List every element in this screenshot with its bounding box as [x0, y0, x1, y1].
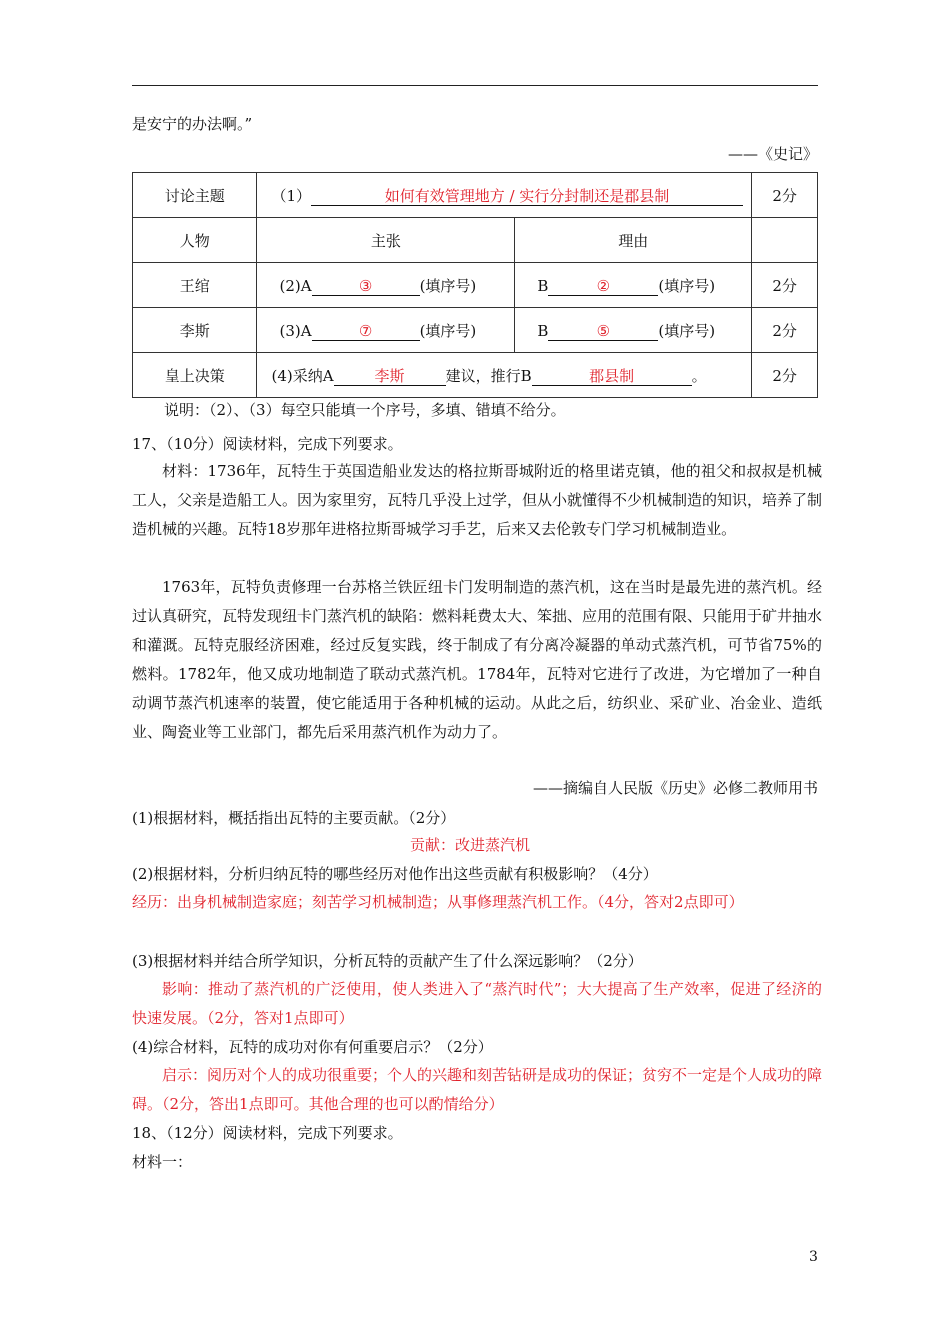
answer-blank: 李斯: [334, 368, 446, 386]
answer-17-4: 启示：阅历对个人的成功很重要；个人的兴趣和刻苦钻研是成功的保证；贫穷不一定是个人成功的障碍。（2分，答出1点即可。其他合理的也可以酌情给分）: [132, 1066, 823, 1113]
question-17-header: 17、（10分）阅读材料，完成下列要求。: [132, 435, 403, 453]
suffix: 。: [691, 366, 707, 385]
prefix: (4)采纳A: [271, 366, 334, 385]
question-17-4: (4)综合材料，瓦特的成功对你有何重要启示？（2分）: [132, 1038, 493, 1056]
topic-cell: [257, 173, 752, 218]
question-18-header: 18、（12分）阅读材料，完成下列要求。: [132, 1124, 403, 1142]
answer-blank: ⑦: [312, 323, 420, 341]
reason-cell: [515, 263, 752, 308]
answer-blank: ②: [548, 278, 658, 296]
prefix: (2)A: [279, 276, 312, 295]
answer-blank: ⑤: [548, 323, 658, 341]
discussion-table: [132, 172, 818, 398]
answer-17-3: 影响：推动了蒸汽机的广泛使用，使人类进入了“蒸汽时代”；大大提高了生产效率，促进了经济的快速发展。（2分，答对1点即可）: [132, 980, 822, 1027]
table-row: [133, 173, 818, 218]
page-number: 3: [809, 1249, 818, 1265]
score-cell: 2分: [752, 263, 818, 308]
material-paragraph-2: 1763年，瓦特负责修理一台苏格兰铁匠纽卡门发明制造的蒸汽机，这在当时是最先进的蒸汽机。经过认真研究，瓦特发现纽卡门蒸汽机的缺陷：燃料耗费太大、笨拙、应用的范围有限、只能用于矿井抽水和灌溉。瓦特克服经济困难，经过反复实践，终于制成了有分离冷凝器的单动式蒸汽机，可节省75%的燃料。1782年，他又成功地制造了联动式蒸汽机。1784年，瓦特对它进行了改进，为它增加了一种自动调节蒸汽机速率的装置，使它能适用于各种机械的运动。从此之后，纺织业、采矿业、冶金业、造纸业、陶瓷业等工业部门，都先后采用蒸汽机作为动力了。: [132, 578, 823, 741]
table-row: [133, 263, 818, 308]
prefix: B: [537, 276, 549, 295]
question-17-1: (1)根据材料，概括指出瓦特的主要贡献。（2分）: [132, 809, 456, 827]
prefix: （1）: [271, 186, 312, 205]
material-1-label: 材料一：: [132, 1153, 193, 1171]
answer-17-2: 经历：出身机械制造家庭；刻苦学习机械制造；从事修理蒸汽机工作。（4分，答对2点即可）: [132, 893, 744, 911]
header-reason: 理由: [515, 218, 752, 263]
answer-blank: ③: [312, 278, 420, 296]
score-cell: 2分: [752, 353, 818, 398]
top-text: 是安宁的办法啊。”: [132, 115, 253, 133]
header-rule: [132, 85, 818, 86]
suffix: (填序号): [419, 276, 477, 295]
header-claim: 主张: [257, 218, 515, 263]
table-row: [133, 308, 818, 353]
claim-cell: [257, 308, 515, 353]
suffix: (填序号): [658, 321, 716, 340]
claim-cell: [257, 263, 515, 308]
row-label: 李斯: [133, 308, 257, 353]
score-cell: 2分: [752, 173, 818, 218]
score-cell: 2分: [752, 308, 818, 353]
score-cell: [752, 218, 818, 263]
row-label: 皇上决策: [133, 353, 257, 398]
table-row: [133, 218, 818, 263]
question-17-3: (3)根据材料并结合所学知识，分析瓦特的贡献产生了什么深远影响？（2分）: [132, 952, 643, 970]
material-paragraph-1: 材料：1736年，瓦特生于英国造船业发达的格拉斯哥城附近的格里诺克镇，他的祖父和叔叔是机械工人，父亲是造船工人。因为家里穷，瓦特几乎没上过学，但从小就懂得不少机械制造的知识，培养了制造机械的兴趣。瓦特18岁那年进格拉斯哥城学习手艺，后来又去伦敦专门学习机械制造业。: [132, 462, 823, 538]
source-shiji: ——《史记》: [727, 145, 818, 163]
table-row: [133, 353, 818, 398]
answer-blank: 如何有效管理地方 / 实行分封制还是郡县制: [311, 188, 743, 206]
row-label: 讨论主题: [133, 173, 257, 218]
question-17-2: (2)根据材料，分析归纳瓦特的哪些经历对他作出这些贡献有积极影响？（4分）: [132, 865, 658, 883]
table-note: 说明：（2）、（3）每空只能填一个序号，多填、错填不给分。: [164, 401, 566, 419]
answer-blank: 郡县制: [532, 368, 692, 386]
answer-17-1: 贡献：改进蒸汽机: [410, 836, 531, 854]
prefix: (3)A: [279, 321, 312, 340]
suffix: (填序号): [419, 321, 477, 340]
reason-cell: [515, 308, 752, 353]
decision-cell: [257, 353, 752, 398]
material-source: ——摘编自人民版《历史》必修二教师用书: [532, 779, 818, 797]
row-label: 王绾: [133, 263, 257, 308]
prefix: B: [537, 321, 549, 340]
row-label: 人物: [133, 218, 257, 263]
suffix: (填序号): [658, 276, 716, 295]
middle-text: 建议，推行B: [445, 366, 532, 385]
